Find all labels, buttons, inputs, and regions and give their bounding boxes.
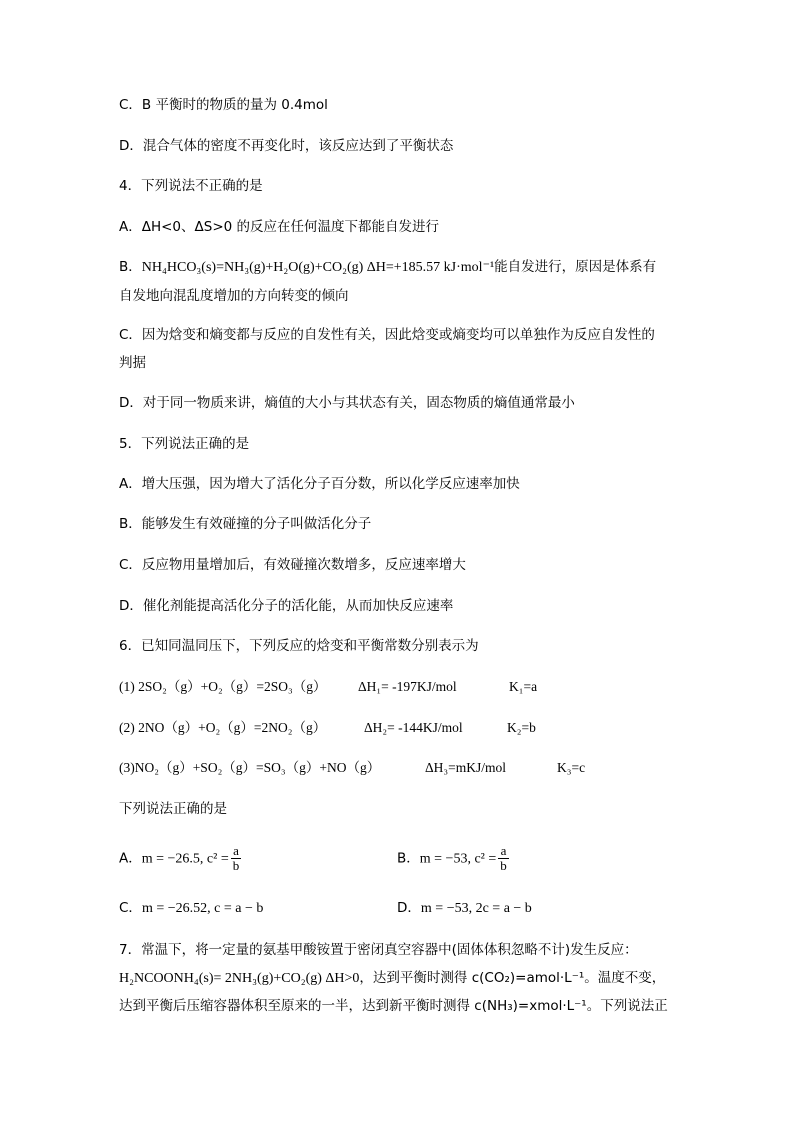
q4-option-b-text: 能自发进行，原因是体系有 [494,259,657,275]
q6-option-d [397,898,532,919]
q6-option-b-math: m = −53, c² = [419,851,497,867]
q6-option-a-fraction [231,844,242,873]
q6-reaction-2-constant: K₂=b [507,720,536,735]
q6-option-b-denominator: b [500,858,507,873]
q6-reaction-1-enthalpy: ΔH₁= -197KJ/mol [358,679,457,694]
q6-option-d-label: D． [397,900,421,916]
q6-option-b-fraction [498,844,509,873]
q3-option-d: D．混合气体的密度不再变化时，该反应达到了平衡状态 [119,138,454,154]
q6-option-a [119,844,241,873]
q6-option-a-label: A． [119,850,142,867]
q6-reaction-2-enthalpy: ΔH₂= -144KJ/mol [364,720,463,735]
q4-option-b-formula: NH₄HCO₃(s)=NH₃(g)+H₂O(g)+CO₂(g) ΔH=+185.57 kJ·mol⁻¹ [141,260,495,275]
q4-option-b-continuation: 自发地向混乱度增加的方向转变的倾向 [119,288,349,304]
q6-reaction-1-constant: K₁=a [509,679,538,694]
q5-option-a: A．增大压强，因为增大了活化分子百分数，所以化学反应速率加快 [119,476,520,492]
q4-option-b-label: B． [119,259,142,275]
q7-text: ，达到平衡时测得 c(CO₂)=amol·L⁻¹。温度不变， [359,970,666,986]
q6-ask: 下列说法正确的是 [119,801,227,817]
q6-option-b-label: B． [397,850,420,867]
q4-option-a: A．ΔH<0、ΔS>0 的反应在任何温度下都能自发进行 [119,219,440,235]
q5-option-c: C．反应物用量增加后，有效碰撞次数增多，反应速率增大 [119,557,466,573]
q4-stem: 4．下列说法不正确的是 [119,178,263,194]
q4-option-b [119,257,656,278]
q6-option-a-denominator: b [232,858,240,873]
q6-reaction-1: (1) 2SO₂（g）+O₂（g）=2SO₃（g） [119,679,327,694]
q6-reaction-3-constant: K₃=c [557,760,586,775]
q6-option-c-math: m = −26.52, c = a − b [141,901,264,916]
q6-option-b-numerator: a [498,844,509,859]
q3-option-c: C．B 平衡时的物质的量为 0.4mol [119,97,328,113]
q4-option-d: D．对于同一物质来讲，熵值的大小与其状态有关，固态物质的熵值通常最小 [119,395,575,411]
q6-stem: 6．已知同温同压下，下列反应的焓变和平衡常数分别表示为 [119,638,479,654]
q7-continuation: 达到平衡后压缩容器体积至原来的一半，达到新平衡时测得 c(NH₃)=xmol·L⁻¹。下列说法正 [119,998,668,1014]
q5-option-b: B．能够发生有效碰撞的分子叫做活化分子 [119,516,372,532]
q7-reaction-line [119,968,665,989]
q4-option-c: C．因为焓变和熵变都与反应的自发性有关，因此焓变或熵变均可以单独作为反应自发性的 [119,327,655,343]
q5-stem: 5．下列说法正确的是 [119,436,250,452]
q6-reaction-3-enthalpy: ΔH₃=mKJ/mol [425,760,507,775]
q6-reaction-2: (2) 2NO（g）+O₂（g）=2NO₂（g） [119,720,327,735]
q6-option-a-numerator: a [231,844,242,859]
q6-option-c-label: C． [119,900,142,916]
q6-option-c [119,898,263,919]
q6-option-a-math: m = −26.5, c² = [141,851,229,867]
q6-option-d-math: m = −53, 2c = a − b [420,901,532,916]
q7-stem: 7．常温下，将一定量的氨基甲酸铵置于密闭真空容器中(固体体积忽略不计)发生反应： [119,942,638,958]
q5-option-d: D．催化剂能提高活化分子的活化能，从而加快反应速率 [119,598,454,614]
q6-reaction-3: (3)NO₂（g）+SO₂（g）=SO₃（g）+NO（g） [119,760,381,775]
q4-option-c-continuation: 判据 [119,355,146,371]
q7-formula: H₂NCOONH₄(s)= 2NH₃(g)+CO₂(g) ΔH>0 [119,971,360,986]
q6-option-b [397,844,509,873]
